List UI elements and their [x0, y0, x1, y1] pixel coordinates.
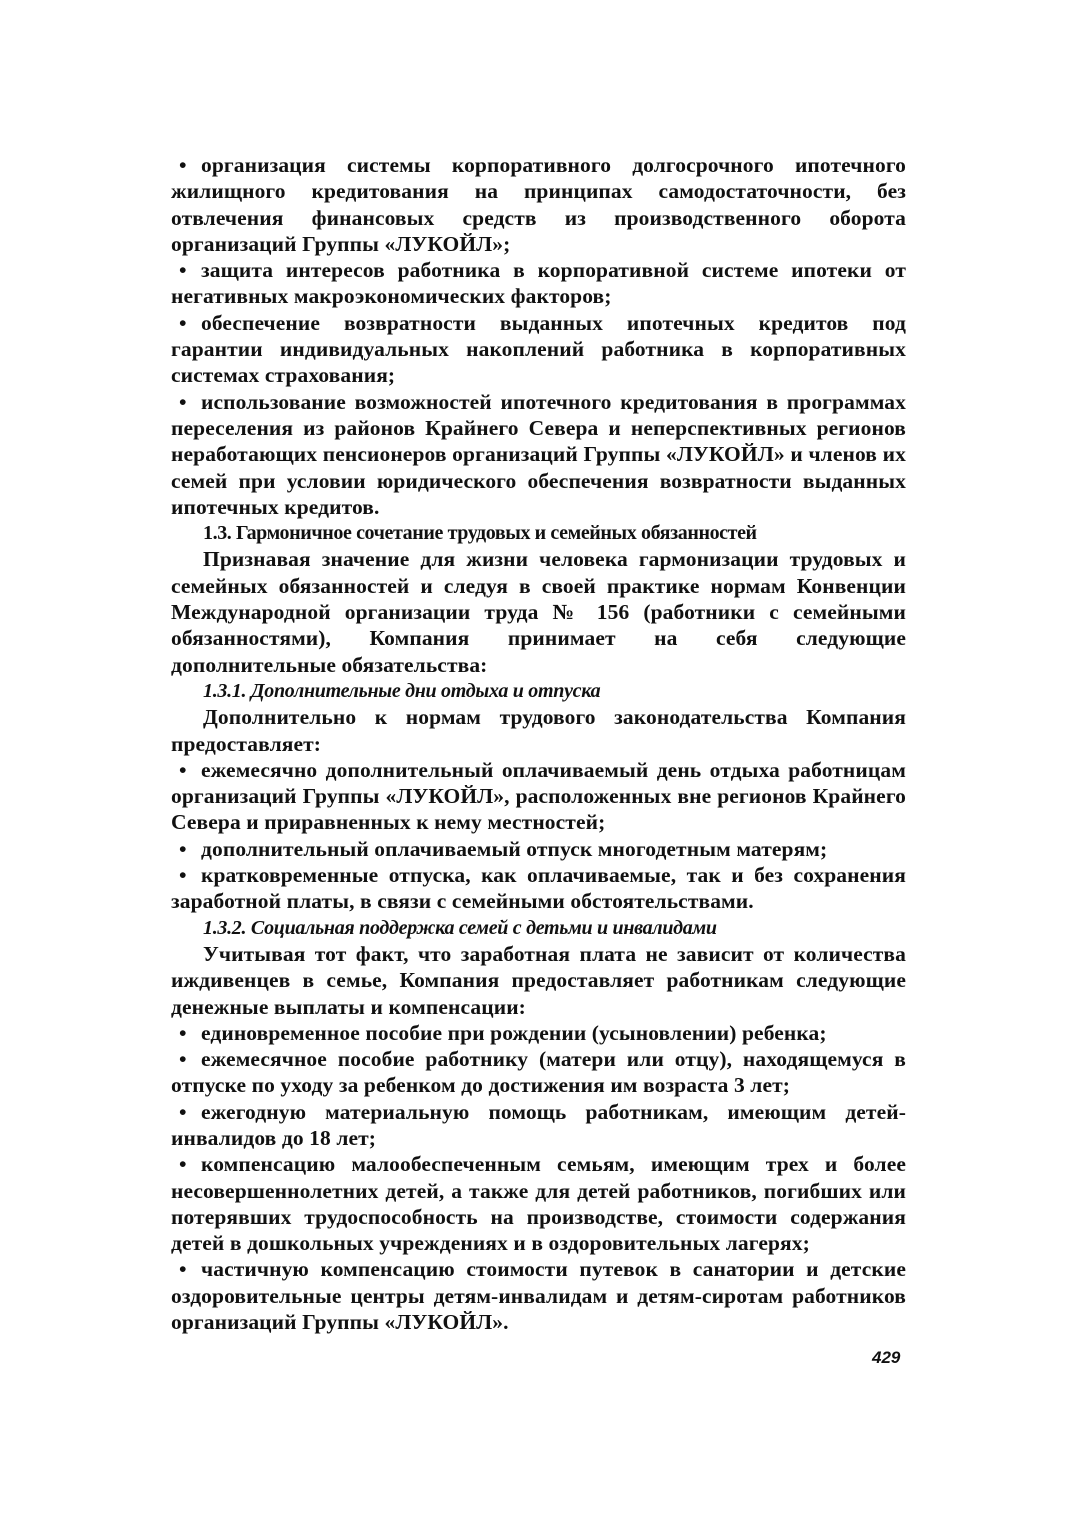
page-number: 429 [872, 1348, 901, 1367]
bullet-item [171, 1151, 906, 1256]
page-body [171, 152, 906, 1335]
bullet-symbol: • [179, 153, 187, 177]
bullet-symbol: • [179, 1020, 187, 1045]
bullet-item [171, 1099, 906, 1152]
bullet-symbol: • [179, 1047, 187, 1072]
bullet-text: защита интересов работника в корпоративной системе ипотеки от негативных макроэкономических факторов; [171, 258, 906, 309]
bullet-symbol: • [179, 1099, 187, 1124]
bullet-item [171, 1046, 906, 1099]
bullet-text: ежегодную материальную помощь работникам, имеющим детей-инвалидов до 18 лет; [171, 1099, 906, 1150]
bullet-text: использование возможностей ипотечного кредитования в программах переселения из районов Крайнего Севера и неперспективных регионов неработающих пенсионеров организаций Группы «ЛУКОЙЛ» и членов их семей при условии юридического обеспечения возвратности выданных ипотечных кредитов. [171, 389, 906, 519]
section-heading: 1.3. Гармоничное сочетание трудовых и семейных обязанностей [203, 522, 757, 545]
bullet-symbol: • [179, 1257, 187, 1282]
bullet-item [171, 152, 906, 257]
bullet-item [171, 310, 906, 389]
bullet-symbol: • [179, 389, 187, 414]
bullet-item [171, 389, 906, 520]
bullet-symbol: • [179, 836, 187, 861]
bullet-item [171, 1256, 906, 1335]
bullet-item [171, 1020, 906, 1046]
paragraph: Признавая значение для жизни человека гармонизации трудовых и семейных обязанностей и следуя в своей практике нормам Конвенции Международной организации труда № 156 (работники с семейными обязанностями), Компания принимает на себя следующие дополнительные обязательства: [171, 547, 906, 677]
bullet-text: частичную компенсацию стоимости путевок в санатории и детские оздоровительные центры детям-инвалидам и детям-сиротам работников организаций Группы «ЛУКОЙЛ». [171, 1257, 906, 1335]
bullet-symbol: • [179, 757, 187, 782]
paragraph: Учитывая тот факт, что заработная плата не зависит от количества иждивенцев в семье, Компания предоставляет работникам следующие денежные выплаты и компенсации: [171, 941, 906, 1019]
bullet-text: обеспечение возвратности выданных ипотечных кредитов под гарантии индивидуальных накоплений работника в корпоративных системах страхования; [171, 310, 906, 388]
bullet-item [171, 862, 906, 915]
bullet-text: организация системы корпоративного долгосрочного ипотечного жилищного кредитования на принципах самодостаточности, без отвлечения финансовых средств из производственного оборота организаций Группы «ЛУКОЙЛ»; [171, 153, 906, 256]
bullet-item [171, 836, 906, 862]
bullet-symbol: • [179, 863, 187, 888]
bullet-symbol: • [179, 1152, 187, 1177]
bullet-text: дополнительный оплачиваемый отпуск многодетным матерям; [201, 836, 828, 861]
bullet-text: ежемесячно дополнительный оплачиваемый день отдыха работницам организаций Группы «ЛУКОЙЛ», расположенных вне регионов Крайнего Севера и приравненных к нему местностей; [171, 757, 906, 835]
bullet-text: кратковременные отпуска, как оплачиваемые, так и без сохранения заработной платы, в связи с семейными обстоятельствами. [171, 863, 906, 914]
bullet-item [171, 757, 906, 836]
bullet-symbol: • [179, 258, 187, 283]
bullet-symbol: • [179, 310, 187, 335]
bullet-text: единовременное пособие при рождении (усыновлении) ребенка; [201, 1020, 827, 1045]
bullet-item [171, 257, 906, 310]
bullet-text: ежемесячное пособие работнику (матери или отцу), находящемуся в отпуске по уходу за ребенком до достижения им возраста 3 лет; [171, 1047, 906, 1098]
bullet-text: компенсацию малообеспеченным семьям, имеющим трех и более несовершеннолетних детей, а также для детей работников, погибших или потерявших трудоспособность на производстве, стоимости содержания детей в дошкольных учреждениях и в оздоровительных лагерях; [171, 1152, 906, 1256]
subsection-heading: 1.3.2. Социальная поддержка семей с детьми и инвалидами [203, 916, 717, 939]
subsection-heading: 1.3.1. Дополнительные дни отдыха и отпуска [203, 679, 601, 702]
paragraph: Дополнительно к нормам трудового законодательства Компания предоставляет: [171, 705, 906, 756]
